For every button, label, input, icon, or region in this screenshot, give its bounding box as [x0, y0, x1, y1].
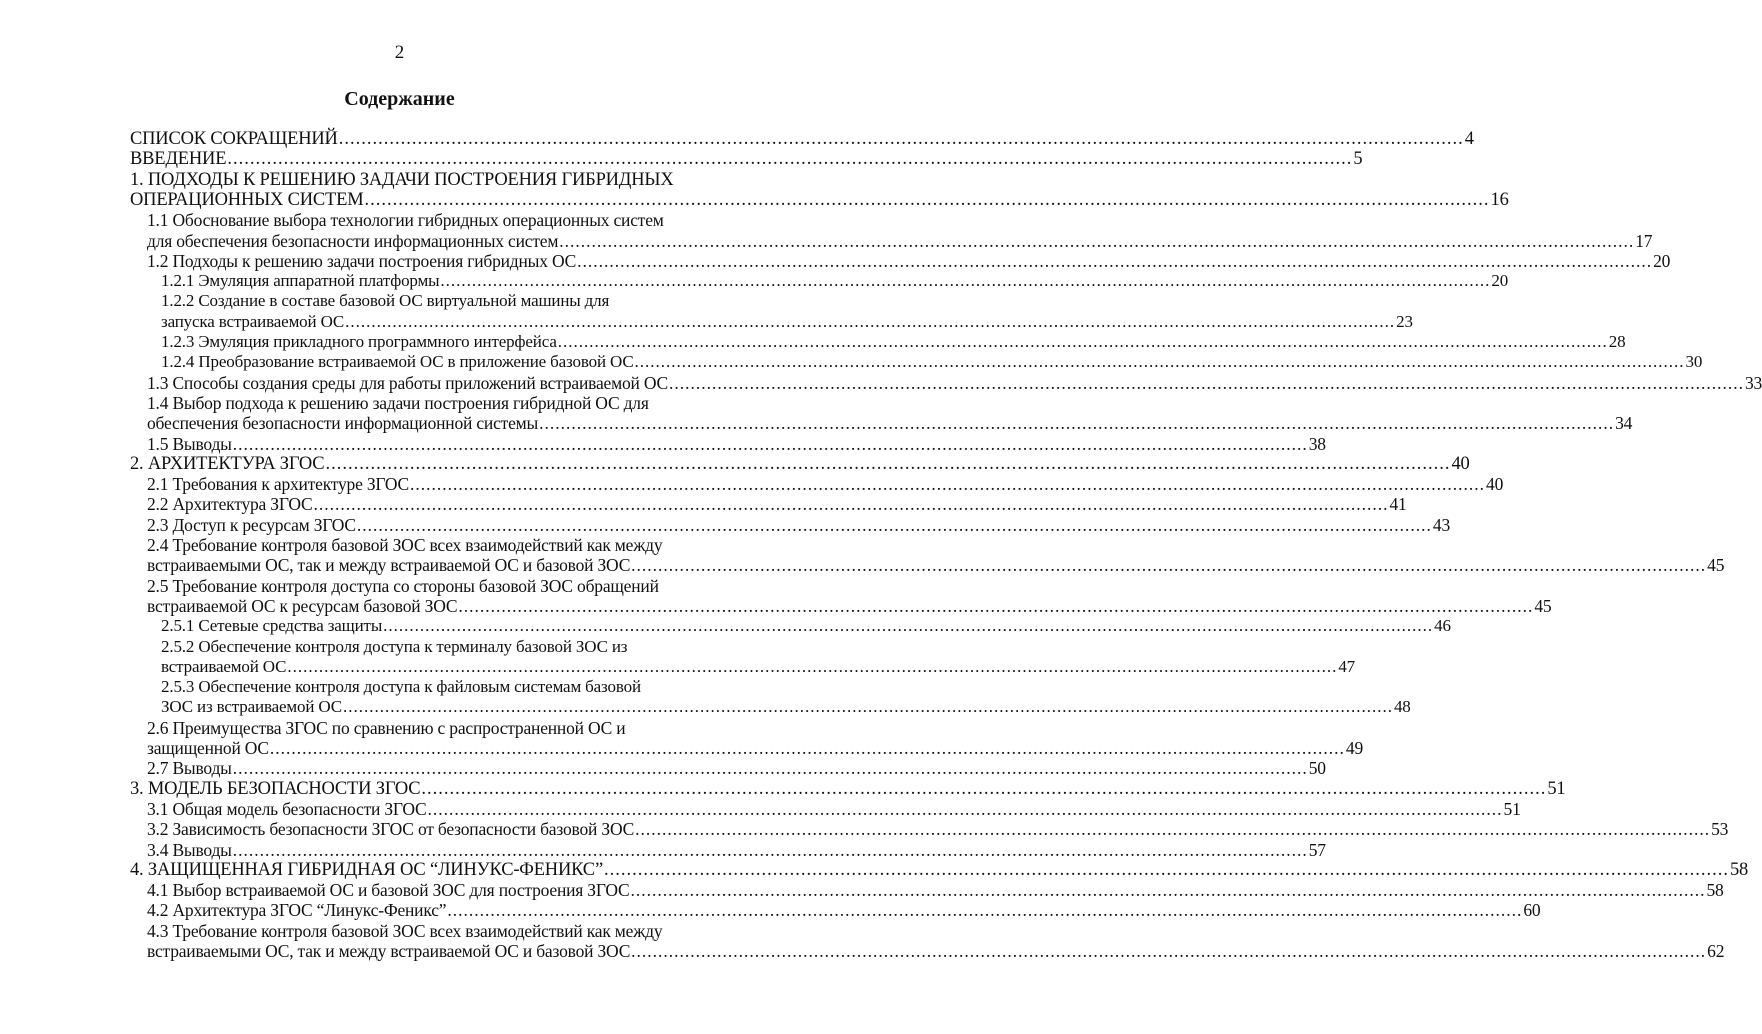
toc-entry-line [147, 757, 1326, 779]
toc-entry-line [147, 940, 1725, 962]
toc-leader-dots: ........................................................................................................................................................................................................ [269, 738, 1345, 758]
toc-entry-title: 2.4 Требование контроля базовой ЗОС всех взаимодействий как между [147, 535, 663, 555]
toc-page-number: 20 [1653, 250, 1671, 271]
toc-entry-line [161, 696, 1411, 718]
toc-page-number: 28 [1608, 332, 1626, 351]
toc-entry-line [161, 676, 641, 698]
toc-entry-title: 4. ЗАЩИЩЕННАЯ ГИБРИДНАЯ ОС “ЛИНУКС-ФЕНИКС” [130, 859, 603, 880]
toc-entry-line [147, 230, 1653, 252]
toc-page-number: 51 [1503, 798, 1521, 819]
toc-entry-title: 1.5 Выводы [147, 433, 232, 454]
toc-entry-line [147, 737, 1364, 759]
toc-entry-title: 2.5 Требование контроля доступа со стороны базовой ЗОС обращений [147, 575, 659, 596]
toc-page-number: 53 [1711, 819, 1729, 840]
toc-leader-dots: ........................................................................................................................................................................................................ [634, 352, 1685, 372]
toc-entry-line [161, 290, 609, 312]
toc-page-number: 20 [1491, 271, 1509, 291]
toc-page-number: 50 [1308, 758, 1326, 779]
toc-page-number: 30 [1685, 352, 1703, 372]
toc-entry-title: для обеспечения безопасности информационных систем [147, 230, 559, 251]
toc-leader-dots: ........................................................................................................................................................................................................ [227, 149, 1353, 170]
toc-leader-dots: ........................................................................................................................................................................................................ [287, 656, 1338, 676]
toc-leader-dots: ........................................................................................................................................................................................................ [232, 433, 1308, 454]
toc-leader-dots: ........................................................................................................................................................................................................ [635, 819, 1711, 840]
toc-leader-dots: ........................................................................................................................................................................................................ [338, 129, 1464, 149]
toc-entry-title: 3.4 Выводы [147, 839, 232, 860]
toc-entry-line [130, 859, 1749, 881]
toc-entry-title: 1.2 Подходы к решению задачи построения гибридных ОС [147, 250, 577, 271]
toc-entry-title: ВВЕДЕНИЕ [130, 149, 227, 170]
toc-entry-title: встраиваемыми ОС, так и между встраиваемой ОС и базовой ЗОС [147, 555, 631, 576]
toc-entry-title: 1.2.1 Эмуляция аппаратной платформы [161, 271, 440, 291]
toc-entry-line [147, 839, 1326, 861]
toc-page-number: 51 [1547, 778, 1566, 799]
toc-leader-dots: ........................................................................................................................................................................................................ [631, 941, 1707, 961]
toc-page-number: 48 [1393, 697, 1411, 717]
toc-entry-title: 1.2.3 Эмуляция прикладного программного интерфейса [161, 332, 557, 351]
toc-entry-line [147, 920, 662, 942]
toc-entry-title: 2.1 Требования к архитектуре ЗГОС [147, 474, 410, 495]
toc-entry-line [147, 717, 625, 739]
toc-leader-dots: ........................................................................................................................................................................................................ [577, 250, 1653, 271]
toc-page-number: 40 [1451, 453, 1470, 474]
toc-leader-dots: ........................................................................................................................................................................................................ [364, 189, 1490, 210]
toc-entry-line [147, 554, 1725, 576]
toc-page-number: 17 [1635, 230, 1653, 251]
toc-entry-title: встраиваемыми ОС, так и между встраиваемой ОС и базовой ЗОС [147, 941, 631, 961]
toc-entry-line [147, 818, 1729, 840]
toc-leader-dots: ........................................................................................................................................................................................................ [232, 839, 1308, 860]
toc-entry-title: обеспечения безопасности информационной системы [147, 413, 539, 434]
toc-entry-line [147, 412, 1633, 434]
toc-leader-dots: ........................................................................................................................................................................................................ [447, 900, 1523, 921]
toc-entry-title: 3.1 Общая модель безопасности ЗГОС [147, 798, 427, 819]
toc-leader-dots: ........................................................................................................................................................................................................ [630, 880, 1706, 901]
toc-page-number: 57 [1308, 839, 1326, 860]
toc-title: Содержание [344, 88, 455, 110]
toc-entry-title: 2.5.3 Обеспечение контроля доступа к файловым системам базовой [161, 677, 641, 697]
toc-page-number: 4 [1464, 129, 1474, 149]
toc-entry-line [130, 169, 674, 191]
toc-entry-line [130, 189, 1509, 211]
toc-entry-line [161, 615, 1451, 637]
toc-entry-title: 2.6 Преимущества ЗГОС по сравнению с распространенной ОС и [147, 717, 626, 738]
toc-page-number: 60 [1523, 900, 1541, 921]
toc-entry-title: 2.7 Выводы [147, 758, 232, 779]
toc-entry-title: 1. ПОДХОДЫ К РЕШЕНИЮ ЗАДАЧИ ПОСТРОЕНИЯ ГИБРИДНЫХ [130, 169, 674, 190]
toc-page-number: 45 [1707, 555, 1725, 576]
toc-leader-dots: ........................................................................................................................................................................................................ [232, 758, 1308, 779]
toc-entry-title: 3. МОДЕЛЬ БЕЗОПАСНОСТИ ЗГОС [130, 778, 421, 799]
toc-leader-dots: ........................................................................................................................................................................................................ [427, 798, 1503, 819]
toc-page-number: 16 [1490, 189, 1509, 210]
toc-entry-title: встраиваемой ОС к ресурсам базовой ЗОС [147, 595, 458, 616]
toc-page-number: 58 [1729, 859, 1749, 880]
toc-leader-dots: ........................................................................................................................................................................................................ [631, 555, 1707, 576]
toc-page-number: 5 [1353, 149, 1363, 170]
toc-entry-title: встраиваемой ОС [161, 656, 287, 676]
toc-leader-dots: ........................................................................................................................................................................................................ [669, 372, 1744, 393]
toc-leader-dots: ........................................................................................................................................................................................................ [342, 697, 1393, 717]
toc-page-number: 33 [1745, 372, 1762, 393]
toc-entry-title: 1.1 Обоснование выбора технологии гибридных операционных систем [147, 210, 664, 231]
toc-entry-title: СПИСОК СОКРАЩЕНИЙ [130, 129, 338, 149]
toc-entry-title: 2.2 Архитектура ЗГОС [147, 494, 313, 515]
toc-entry-line [161, 656, 1356, 678]
toc-entry-line [147, 514, 1450, 536]
toc-entry-line [147, 879, 1724, 901]
toc-entry-line [147, 575, 659, 597]
page-number: 2 [394, 42, 405, 63]
toc-page-number: 49 [1345, 738, 1364, 758]
toc-page-number: 38 [1308, 433, 1326, 454]
toc-entry-line [147, 798, 1521, 820]
toc-leader-dots: ........................................................................................................................................................................................................ [383, 616, 1434, 636]
toc-entry-line [147, 595, 1552, 617]
toc-entry-line [130, 778, 1566, 800]
toc-entry-title: 1.2.4 Преобразование встраиваемой ОС в приложение базовой ОС [161, 352, 634, 372]
toc-entry-line [147, 899, 1541, 921]
toc-page-number: 43 [1432, 514, 1450, 535]
toc-leader-dots: ........................................................................................................................................................................................................ [603, 859, 1729, 880]
toc-page-number: 40 [1486, 474, 1504, 495]
toc-entry-title: 1.4 Выбор подхода к решению задачи построения гибридной ОС для [147, 392, 649, 413]
toc-entry-title: 4.1 Выбор встраиваемой ОС и базовой ЗОС для построения ЗГОС [147, 880, 630, 901]
toc-entry-title: ОПЕРАЦИОННЫХ СИСТЕМ [130, 189, 364, 210]
toc-entry-line [130, 148, 1363, 170]
toc-entry-line [161, 270, 1509, 292]
toc-entry-title: 2.5.2 Обеспечение контроля доступа к терминалу базовой ЗОС из [161, 636, 628, 656]
toc-entry-line [147, 209, 664, 231]
toc-page-number: 45 [1534, 595, 1552, 616]
toc-entry-line [147, 392, 649, 414]
toc-entry-title: 2. АРХИТЕКТУРА ЗГОС [130, 453, 325, 474]
toc-entry-title: 3.2 Зависимость безопасности ЗГОС от безопасности базовой ЗОС [147, 819, 635, 840]
toc-entry-title: 1.3 Способы создания среды для работы приложений встраиваемой ОС [147, 372, 668, 393]
toc-page-number: 47 [1338, 656, 1356, 676]
toc-entry-title: защищенной ОС [147, 738, 269, 758]
toc-entry-title: 4.3 Требование контроля базовой ЗОС всех взаимодействий как между [147, 920, 663, 941]
toc-entry-line [147, 250, 1671, 272]
toc-entry-line [161, 636, 627, 658]
toc-leader-dots: ........................................................................................................................................................................................................ [559, 230, 1635, 251]
toc-entry-line [161, 311, 1413, 333]
toc-entry-line [147, 493, 1407, 515]
toc-entry-line [147, 372, 1762, 394]
toc-entry-line [147, 473, 1504, 495]
toc-leader-dots: ........................................................................................................................................................................................................ [557, 332, 1608, 351]
toc-entry-line [147, 534, 662, 556]
toc-leader-dots: ........................................................................................................................................................................................................ [458, 595, 1534, 616]
toc-leader-dots: ........................................................................................................................................................................................................ [325, 453, 1451, 474]
toc-entry-title: 1.2.2 Создание в составе базовой ОС виртуальной машины для [161, 291, 610, 311]
toc-page-number: 23 [1396, 311, 1413, 331]
toc-leader-dots: ........................................................................................................................................................................................................ [410, 474, 1486, 495]
toc-leader-dots: ........................................................................................................................................................................................................ [345, 311, 1396, 331]
toc-leader-dots: ........................................................................................................................................................................................................ [421, 778, 1547, 799]
toc-entry-line [130, 128, 1474, 150]
toc-entry-line [161, 331, 1626, 353]
toc-entry-line [130, 453, 1470, 475]
toc-entry-title: запуска встраиваемой ОС [161, 311, 345, 331]
toc-page-number: 46 [1434, 616, 1451, 636]
toc-page-number: 41 [1389, 494, 1407, 515]
toc-entry-line [161, 351, 1703, 373]
toc-entry-title: 2.3 Доступ к ресурсам ЗГОС [147, 514, 356, 535]
toc-leader-dots: ........................................................................................................................................................................................................ [539, 413, 1615, 434]
toc-leader-dots: ........................................................................................................................................................................................................ [356, 514, 1432, 535]
toc-leader-dots: ........................................................................................................................................................................................................ [440, 271, 1491, 291]
toc-page-number: 34 [1615, 413, 1633, 434]
toc-entry-title: 4.2 Архитектура ЗГОС “Линукс-Феникс” [147, 900, 447, 921]
toc-page-number: 62 [1707, 941, 1725, 961]
toc-entry-line [147, 433, 1326, 455]
toc-page-number: 58 [1706, 880, 1724, 901]
toc-entry-title: 2.5.1 Сетевые средства защиты [161, 616, 383, 636]
toc-entry-title: ЗОС из встраиваемой ОС [161, 697, 342, 717]
toc-leader-dots: ........................................................................................................................................................................................................ [313, 494, 1389, 515]
